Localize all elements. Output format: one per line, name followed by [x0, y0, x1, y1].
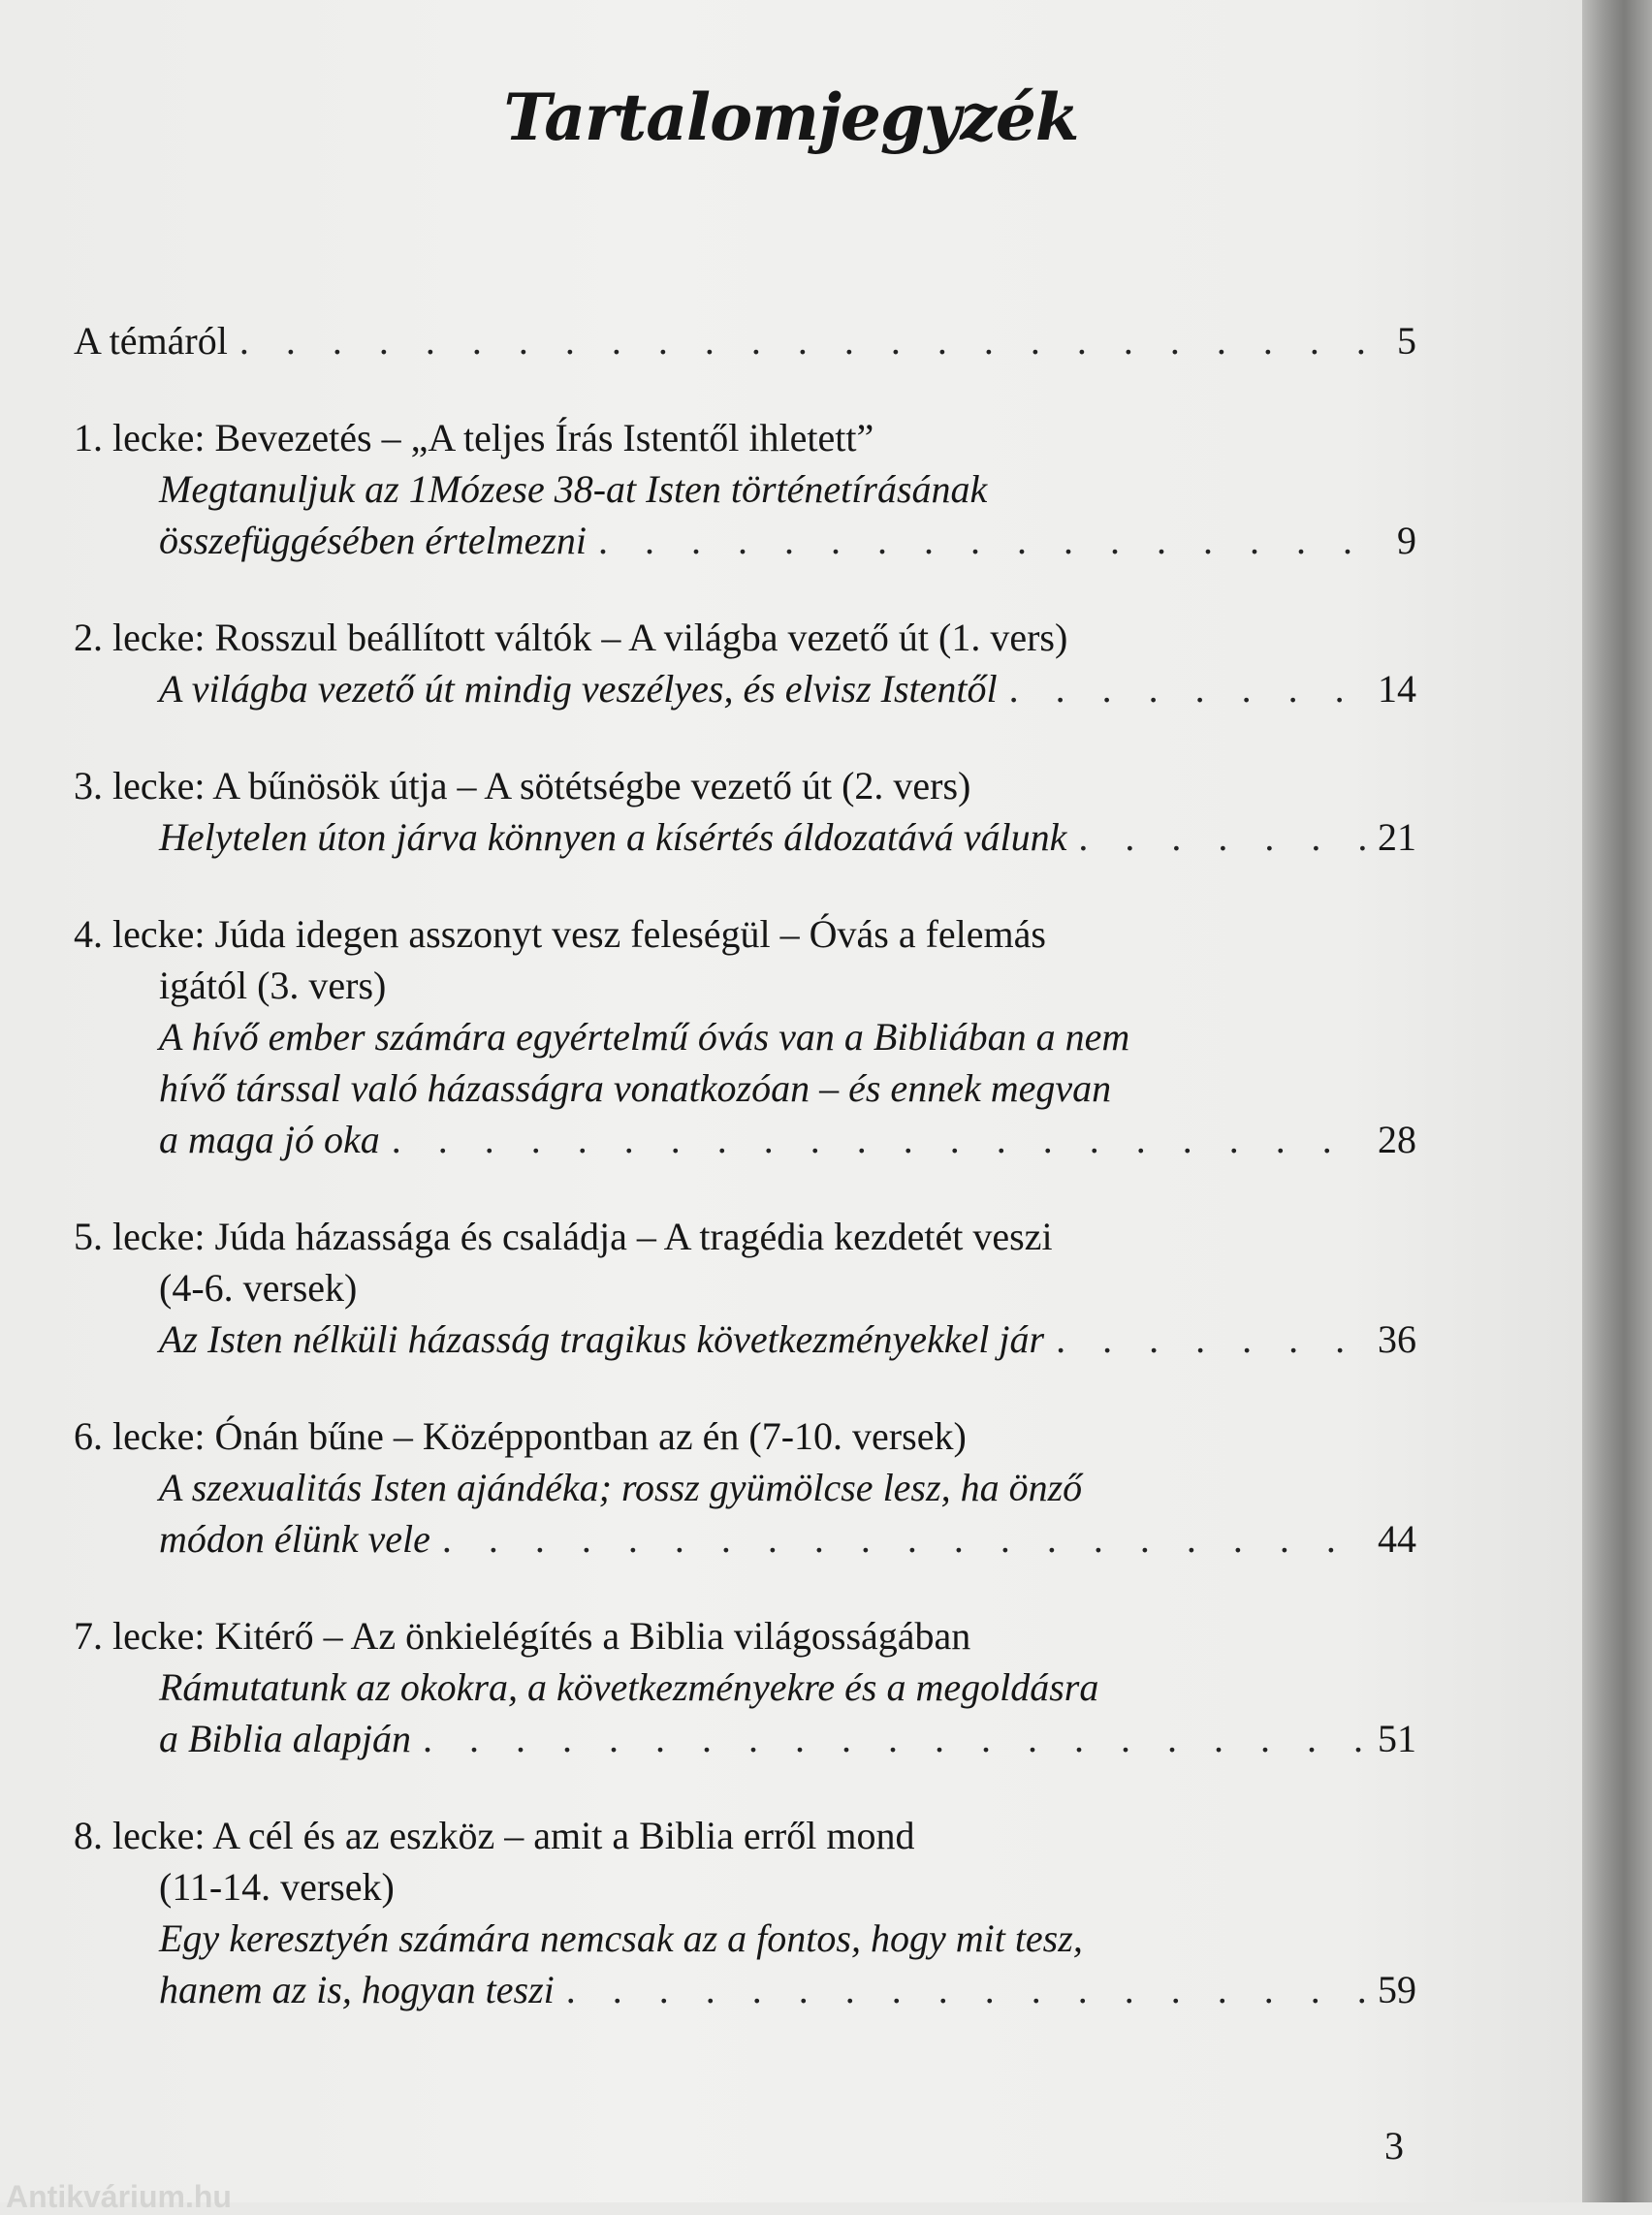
- dot-leader: [587, 515, 1387, 566]
- toc-line: [74, 315, 1416, 366]
- toc-page-number: 14: [1378, 667, 1416, 711]
- toc-description: hanem az is, hogyan teszi: [159, 1968, 555, 2011]
- toc-line: [74, 908, 1416, 960]
- toc-heading: 1. lecke: Bevezetés – „A teljes Írás Istentől ihletett”: [74, 416, 874, 459]
- toc-line: [74, 1114, 1416, 1165]
- toc-heading: 4. lecke: Júda idegen asszonyt vesz feleségül – Óvás a felemás: [74, 912, 1046, 956]
- toc-line: [74, 1610, 1416, 1661]
- toc-line: [74, 1313, 1416, 1365]
- toc-entry: [74, 612, 1416, 714]
- toc-entry: [74, 760, 1416, 863]
- toc-entry: [74, 908, 1416, 1165]
- watermark-text: Antikvárium.hu: [6, 2179, 232, 2214]
- dot-leader: [555, 1964, 1368, 2015]
- table-of-contents: [74, 315, 1416, 2061]
- toc-line: [74, 1262, 1416, 1313]
- toc-description: A világba vezető út mindig veszélyes, és elvisz Istentől: [159, 667, 998, 711]
- dot-leader: [1044, 1313, 1368, 1365]
- toc-entry: [74, 412, 1416, 566]
- toc-line: [74, 1462, 1416, 1513]
- toc-entry: [74, 315, 1416, 366]
- toc-line: [74, 1011, 1416, 1062]
- toc-heading: 5. lecke: Júda házassága és családja – A tragédia kezdetét veszi: [74, 1215, 1053, 1258]
- toc-page-number: 28: [1378, 1118, 1416, 1161]
- dot-leader: [411, 1713, 1368, 1764]
- toc-heading: A témáról: [74, 319, 228, 363]
- toc-description: A szexualitás Isten ajándéka; rossz gyümölcse lesz, ha önző: [159, 1466, 1083, 1509]
- page-title: Tartalomjegyzék: [503, 79, 1079, 155]
- toc-line: [74, 760, 1416, 811]
- toc-description: Helytelen úton járva könnyen a kísértés áldozatává válunk: [159, 815, 1067, 859]
- toc-entry: [74, 1610, 1416, 1764]
- toc-heading: 6. lecke: Ónán bűne – Középpontban az én (7-10. versek): [74, 1414, 967, 1458]
- toc-page-number: 9: [1397, 519, 1416, 562]
- toc-description: a Biblia alapján: [159, 1717, 411, 1760]
- dot-leader: [1066, 811, 1368, 863]
- toc-line: [74, 663, 1416, 714]
- toc-line: [74, 960, 1416, 1011]
- toc-heading: 2. lecke: Rosszul beállított váltók – A világba vezető út (1. vers): [74, 616, 1068, 659]
- dot-leader: [380, 1114, 1368, 1165]
- toc-entry: [74, 1211, 1416, 1365]
- toc-line: [74, 1513, 1416, 1565]
- toc-description: összefüggésében értelmezni: [159, 519, 588, 562]
- toc-line: [74, 515, 1416, 566]
- toc-entry: [74, 1410, 1416, 1565]
- toc-description: a maga jó oka: [159, 1118, 380, 1161]
- toc-description: A hívő ember számára egyértelmű óvás van a Bibliában a nem: [159, 1015, 1130, 1059]
- dot-leader: [228, 315, 1387, 366]
- toc-line: [74, 1913, 1416, 1964]
- toc-line: [74, 1062, 1416, 1114]
- toc-page-number: 5: [1397, 319, 1416, 363]
- page-number: 3: [1384, 2124, 1404, 2168]
- toc-page-number: 36: [1378, 1317, 1416, 1361]
- dot-leader: [998, 663, 1368, 714]
- toc-line: [74, 1211, 1416, 1262]
- toc-heading: (11-14. versek): [159, 1865, 395, 1909]
- toc-line: [74, 612, 1416, 663]
- toc-description: Rámutatunk az okokra, a következményekre és a megoldásra: [159, 1665, 1099, 1709]
- toc-description: hívő társsal való házasságra vonatkozóan – és ennek megvan: [159, 1066, 1112, 1110]
- toc-heading: 8. lecke: A cél és az eszköz – amit a Biblia erről mond: [74, 1814, 915, 1857]
- toc-line: [74, 412, 1416, 463]
- toc-page-number: 59: [1378, 1968, 1416, 2011]
- toc-line: [74, 811, 1416, 863]
- toc-description: Az Isten nélküli házasság tragikus következményekkel jár: [159, 1317, 1045, 1361]
- dot-leader: [430, 1513, 1368, 1565]
- toc-line: [74, 1964, 1416, 2015]
- book-spine: [1582, 0, 1652, 2202]
- toc-heading: 3. lecke: A bűnösök útja – A sötétségbe vezető út (2. vers): [74, 764, 971, 807]
- toc-heading: (4-6. versek): [159, 1266, 358, 1310]
- toc-heading: 7. lecke: Kitérő – Az önkielégítés a Biblia világosságában: [74, 1614, 971, 1658]
- toc-page-number: 51: [1378, 1717, 1416, 1760]
- toc-line: [74, 1661, 1416, 1713]
- toc-line: [74, 1861, 1416, 1913]
- toc-page-number: 44: [1378, 1517, 1416, 1561]
- toc-line: [74, 1410, 1416, 1462]
- toc-page-number: 21: [1378, 815, 1416, 859]
- toc-heading: igától (3. vers): [159, 964, 387, 1007]
- toc-entry: [74, 1810, 1416, 2015]
- toc-description: Egy keresztyén számára nemcsak az a fontos, hogy mit tesz,: [159, 1916, 1083, 1960]
- toc-line: [74, 463, 1416, 515]
- toc-description: módon élünk vele: [159, 1517, 430, 1561]
- toc-line: [74, 1810, 1416, 1861]
- toc-line: [74, 1713, 1416, 1764]
- toc-description: Megtanuljuk az 1Mózese 38-at Isten történetírásának: [159, 467, 988, 511]
